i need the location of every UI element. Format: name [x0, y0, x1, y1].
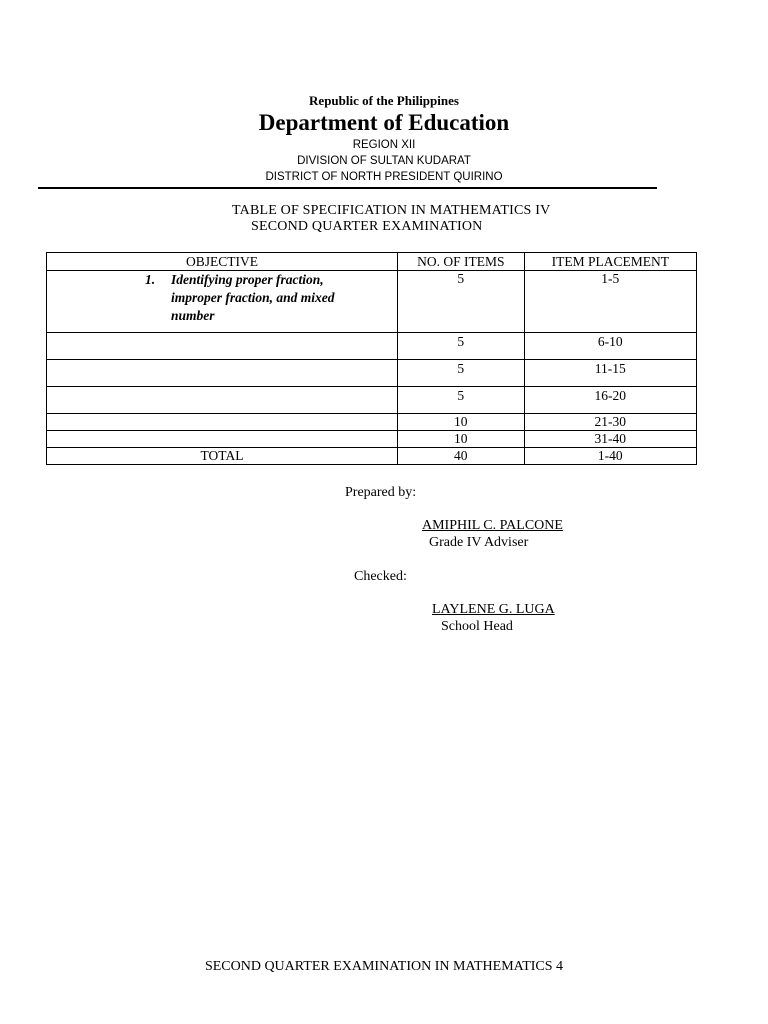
placement-cell: 11-15 [524, 360, 696, 387]
items-cell: 10 [397, 414, 524, 431]
table-row [47, 431, 697, 448]
column-header-objective: OBJECTIVE [47, 253, 398, 271]
items-cell: 10 [397, 431, 524, 448]
objective-cell [47, 387, 398, 414]
table-row [47, 360, 697, 387]
placement-cell: 6-10 [524, 333, 696, 360]
total-placement-cell: 1-40 [524, 448, 696, 465]
page-footer: SECOND QUARTER EXAMINATION IN MATHEMATICS 4 [204, 959, 564, 974]
document-subtitle: SECOND QUARTER EXAMINATION [251, 219, 483, 234]
objective-cell [47, 414, 398, 431]
specification-table [46, 252, 697, 465]
header-divider [38, 187, 657, 189]
placement-cell: 16-20 [524, 387, 696, 414]
placement-cell: 31-40 [524, 431, 696, 448]
objective-cell [47, 431, 398, 448]
placement-cell: 21-30 [524, 414, 696, 431]
region-line: REGION XII [352, 139, 416, 151]
items-cell: 5 [397, 333, 524, 360]
total-items-cell: 40 [397, 448, 524, 465]
objective-text: Identifying proper fraction, improper fraction, and mixed number [171, 272, 335, 323]
checked-by-label: Checked: [354, 569, 407, 584]
table-total-row [47, 448, 697, 465]
objective-cell [47, 360, 398, 387]
republic-heading: Republic of the Philippines [309, 93, 459, 108]
table-row [47, 387, 697, 414]
items-cell: 5 [397, 271, 524, 333]
objective-number: 1. [145, 272, 156, 287]
department-heading: Department of Education [258, 110, 510, 135]
objective-cell [47, 271, 398, 333]
total-label-cell: TOTAL [47, 448, 398, 465]
table-header-row [47, 253, 697, 271]
table-row [47, 333, 697, 360]
division-line: DIVISION OF SULTAN KUDARAT [297, 155, 471, 167]
items-cell: 5 [397, 387, 524, 414]
preparer-name: AMIPHIL C. PALCONE [422, 518, 563, 533]
table-row [47, 271, 697, 333]
placement-cell: 1-5 [524, 271, 696, 333]
checker-role: School Head [441, 619, 513, 634]
column-header-items: NO. OF ITEMS [397, 253, 524, 271]
prepared-by-label: Prepared by: [345, 485, 417, 500]
preparer-role: Grade IV Adviser [429, 535, 529, 550]
objective-cell [47, 333, 398, 360]
table-row [47, 414, 697, 431]
district-line: DISTRICT OF NORTH PRESIDENT QUIRINO [265, 171, 503, 183]
document-title: TABLE OF SPECIFICATION IN MATHEMATICS IV [232, 203, 551, 218]
checker-name: LAYLENE G. LUGA [432, 602, 555, 617]
column-header-placement: ITEM PLACEMENT [524, 253, 696, 271]
items-cell: 5 [397, 360, 524, 387]
